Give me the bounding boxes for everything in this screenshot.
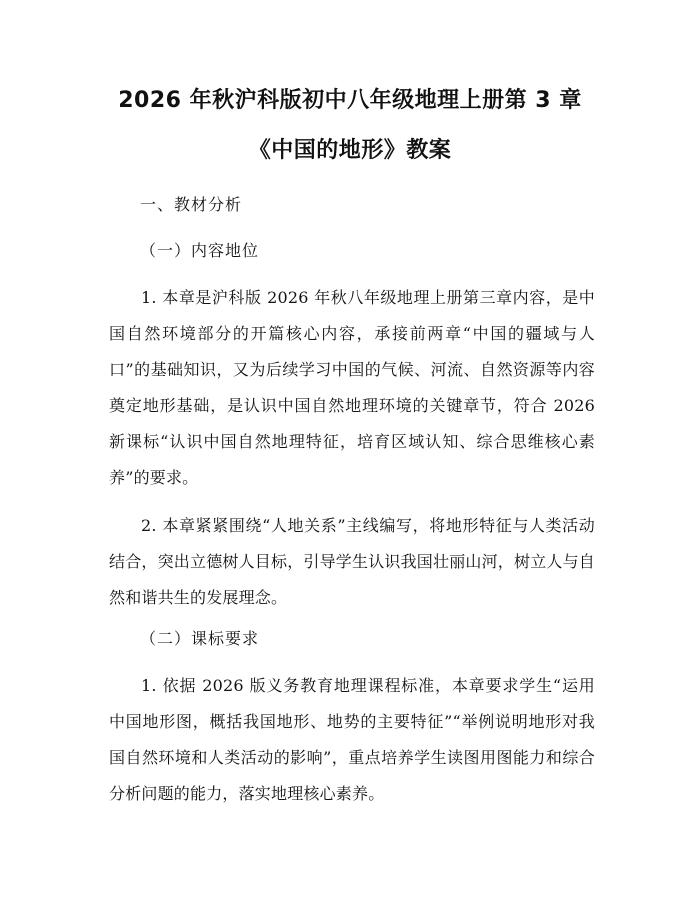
paragraph-content-position-2: 2. 本章紧紧围绕“人地关系”主线编写，将地形特征与人类活动结合，突出立德树人目标，引导学生认识我国壮丽山河，树立人与自然和谐共生的发展理念。 [109, 516, 596, 607]
paragraph-curriculum-requirements-1: 1. 依据 2026 版义务教育地理课程标准，本章要求学生“运用中国地形图，概括我国地形、地势的主要特征”“举例说明地形对我国自然环境和人类活动的影响”，重点培养学生读图用图能力和综合分析问题的能力，落实地理核心素养。 [109, 676, 595, 803]
document-title-line-1: 2026 年秋沪科版初中八年级地理上册第 3 章 [118, 88, 582, 113]
subsection-heading-content-position: （一）内容地位 [140, 241, 260, 260]
section-heading-teaching-material-analysis: 一、教材分析 [140, 195, 243, 214]
document-title-line-2: 《中国的地形》教案 [248, 138, 452, 163]
subsection-heading-curriculum-requirements: （二）课标要求 [140, 629, 260, 648]
paragraph-content-position-1: 1. 本章是沪科版 2026 年秋八年级地理上册第三章内容，是中国自然环境部分的开篇核心内容，承接前两章“中国的疆域与人口”的基础知识，又为后续学习中国的气候、河流、自然资源等内容奠定地形基础，是认识中国自然地理环境的关键章节，符合 2026 新课标“认识中国自然地理特征，培育区域认知、综合思维核心素养”的要求。 [109, 288, 595, 487]
